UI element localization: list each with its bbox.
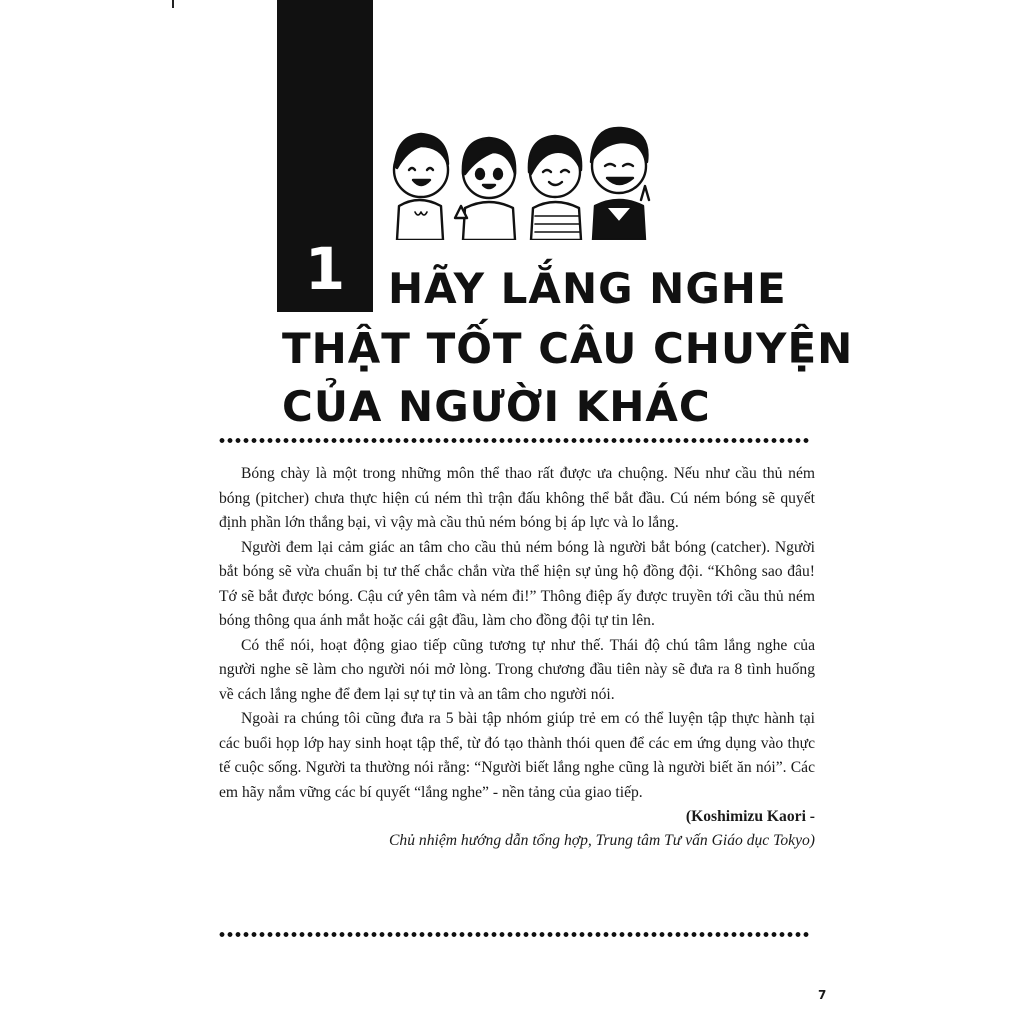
chapter-bar xyxy=(277,0,373,312)
signature-role: Chủ nhiệm hướng dẫn tổng hợp, Trung tâm Tư vấn Giáo dục Tokyo) xyxy=(389,832,815,849)
intro-body xyxy=(219,462,815,805)
page-edge-mark xyxy=(172,0,174,8)
signature-author: (Koshimizu Kaori - xyxy=(685,808,815,825)
chapter-title-line-3: CỦA NGƯỜI KHÁC xyxy=(282,382,711,431)
dotted-divider-top xyxy=(218,438,810,443)
chapter-title-line-2: THẬT TỐT CÂU CHUYỆN xyxy=(282,324,854,373)
intro-paragraph-3: Có thể nói, hoạt động giao tiếp cũng tương tự như thế. Thái độ chú tâm lắng nghe của người nghe sẽ làm cho người nói mở lòng. Trong chương đầu tiên này sẽ đưa ra 8 tình huống về cách lắng nghe để đem lại sự tự tin và an tâm cho người nói. xyxy=(219,636,815,703)
intro-paragraph-2: Người đem lại cảm giác an tâm cho cầu thủ ném bóng là người bắt bóng (catcher). Người bắt bóng sẽ vừa chuẩn bị tư thế chắc chắn vừa thể hiện sự ủng hộ đồng đội. “Không sao đâu! Tớ sẽ bắt được bóng. Cậu cứ yên tâm và ném đi!” Thông điệp ấy được truyền tới cầu thủ ném bóng thông qua ánh mắt hoặc cái gật đầu, làm cho đồng đội tự tin lên. xyxy=(219,538,815,629)
page-number: 7 xyxy=(818,988,827,1002)
intro-paragraph-4: Ngoài ra chúng tôi cũng đưa ra 5 bài tập nhóm giúp trẻ em có thể luyện tập thực hành tại các buổi họp lớp hay sinh hoạt tập thể, từ đó tạo thành thói quen để các em ứng dụng vào thực tế cuộc sống. Người ta thường nói rằng: “Người biết lắng nghe cũng là người biết ăn nói”. Các em hãy nắm vững các bí quyết “lắng nghe” - nền tảng của giao tiếp. xyxy=(219,710,815,801)
chapter-number: 1 xyxy=(304,235,346,303)
chapter-title-line-1: HÃY LẮNG NGHE xyxy=(388,264,787,313)
intro-paragraph-1: Bóng chày là một trong những môn thể thao rất được ưa chuộng. Nếu như cầu thủ ném bóng (pitcher) chưa thực hiện cú ném thì trận đấu không thể bắt đầu. Cú ném bóng sẽ quyết định phần lớn thắng bại, vì vậy mà cầu thủ ném bóng bị áp lực và lo lắng. xyxy=(219,465,815,531)
four-children-cartoon-icon xyxy=(385,122,655,240)
dotted-divider-bottom xyxy=(218,932,810,937)
